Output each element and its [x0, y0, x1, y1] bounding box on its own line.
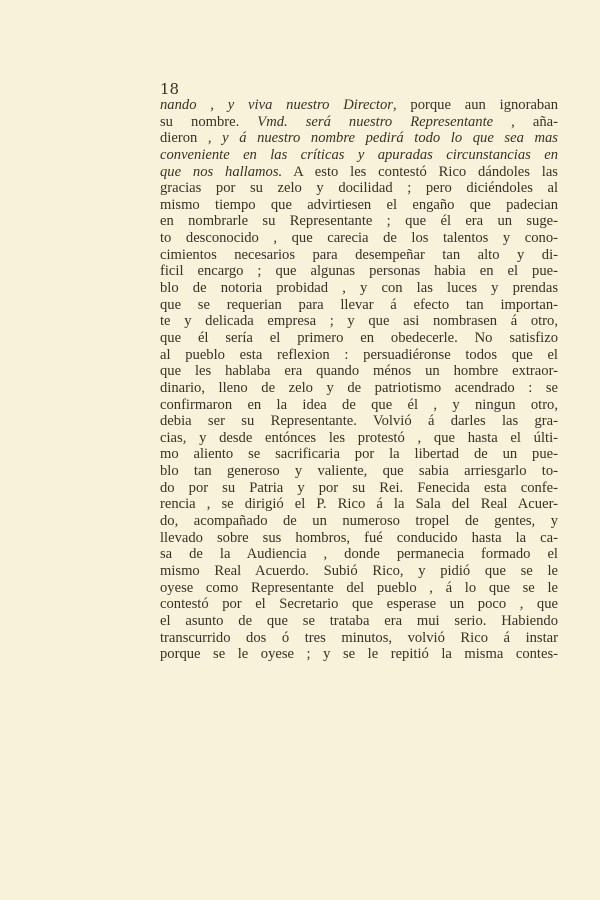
text-line — [160, 546, 558, 563]
text-segment: blo tan generoso y valiente, que sabia arriesgarlo to- — [160, 463, 558, 480]
text-segment: que se requerian para llevar á efecto tan importan- — [160, 296, 558, 313]
text-segment: mismo tiempo que advirtiesen el engaño que padecian — [160, 196, 558, 213]
text-line — [160, 280, 558, 297]
text-line — [160, 297, 558, 314]
text-segment: porque se le oyese ; y se le repitió la misma contes- — [160, 646, 558, 663]
text-segment: sa de la Audiencia , donde permanecia formado el — [160, 546, 558, 563]
text-segment: , porque aun ignoraban — [392, 97, 558, 113]
text-segment: cimientos necesarios para desempeñar tan alto y di- — [160, 246, 558, 263]
text-line — [160, 430, 558, 447]
text-line — [160, 630, 558, 647]
text-line — [160, 496, 558, 513]
text-line — [160, 363, 558, 380]
text-line — [160, 164, 558, 181]
text-line — [160, 197, 558, 214]
text-segment: mo aliento se sacrificaria por la libertad de un pue- — [160, 446, 558, 463]
text-line — [160, 513, 558, 530]
text-segment: su nombre. — [160, 113, 258, 130]
text-segment: do, acompañado de un numeroso tropel de gentes, y — [160, 513, 558, 530]
text-line — [160, 646, 558, 663]
text-line — [160, 613, 558, 630]
text-line — [160, 147, 558, 164]
text-line — [160, 530, 558, 547]
text-line — [160, 330, 558, 347]
text-segment: el asunto de que se trataba era mui serio. Habiendo — [160, 612, 558, 629]
text-line — [160, 180, 558, 197]
text-line — [160, 413, 558, 430]
text-line — [160, 213, 558, 230]
italic-text: que nos hallamos. — [160, 163, 283, 180]
text-segment: rencia , se dirigió el P. Rico á la Sala del Real Acuer- — [160, 496, 558, 513]
text-segment: al pueblo esta reflexion : persuadiéronse todos que el — [160, 346, 558, 363]
text-segment: confirmaron en la idea de que él , y ningun otro, — [160, 396, 558, 413]
text-segment: contestó por el Secretario que esperase un poco , que — [160, 596, 558, 613]
text-segment: gracias por su zelo y docilidad ; pero diciéndoles al — [160, 180, 558, 197]
text-segment: debia ser su Representante. Volvió á darles las gra- — [160, 413, 558, 430]
text-segment: oyese como Representante del pueblo , á lo que se le — [160, 579, 558, 596]
italic-text: conveniente en las críticas y apuradas circunstancias en — [160, 146, 558, 163]
text-line — [160, 347, 558, 364]
text-segment: que él sería el primero en obedecerle. No satisfizo — [160, 329, 558, 346]
text-line — [160, 580, 558, 597]
text-line — [160, 446, 558, 463]
text-line — [160, 380, 558, 397]
text-segment: transcurrido dos ó tres minutos, volvió Rico á instar — [160, 629, 558, 646]
text-segment: blo de notoria probidad , y con las luces y prendas — [160, 280, 558, 297]
text-line — [160, 480, 558, 497]
text-line — [160, 114, 558, 131]
italic-text: nando , y viva nuestro Director — [160, 97, 393, 113]
text-segment: dinario, lleno de zelo y de patriotismo acendrado : se — [160, 379, 558, 396]
text-segment: ficil encargo ; que algunas personas habia en el pue- — [160, 263, 558, 280]
text-segment: to desconocido , que carecia de los talentos y cono- — [160, 230, 558, 247]
text-segment: que les hablaba era quando ménos un hombre extraor- — [160, 363, 558, 380]
text-line — [160, 130, 558, 147]
text-segment: A esto les contestó Rico dándoles las — [282, 163, 558, 180]
italic-text: Vmd. será nuestro Representante , — [257, 113, 515, 130]
text-line — [160, 263, 558, 280]
text-line — [160, 230, 558, 247]
text-segment: dieron , — [160, 130, 223, 147]
text-line — [160, 97, 558, 114]
text-segment: aña- — [514, 113, 558, 130]
text-line — [160, 463, 558, 480]
text-segment: cias, y desde entónces les protestó , que hasta el últi- — [160, 429, 558, 446]
text-line — [160, 596, 558, 613]
text-line — [160, 247, 558, 264]
text-segment: en nombrarle su Representante ; que él era un suge- — [160, 213, 558, 230]
italic-text: y á nuestro nombre pedirá todo lo que sea mas — [222, 130, 558, 147]
text-line — [160, 397, 558, 414]
text-segment: llevado sobre sus hombros, fué conducido hasta la ca- — [160, 529, 558, 546]
page-number: 18 — [160, 80, 180, 98]
text-line — [160, 563, 558, 580]
text-segment: do por su Patria y por su Rei. Fenecida esta confe- — [160, 479, 558, 496]
body-text — [160, 97, 558, 663]
text-segment: te y delicada empresa ; y que asi nombrasen á otro, — [160, 313, 558, 330]
text-segment: mismo Real Acuerdo. Subió Rico, y pidió que se le — [160, 562, 558, 579]
text-line — [160, 313, 558, 330]
